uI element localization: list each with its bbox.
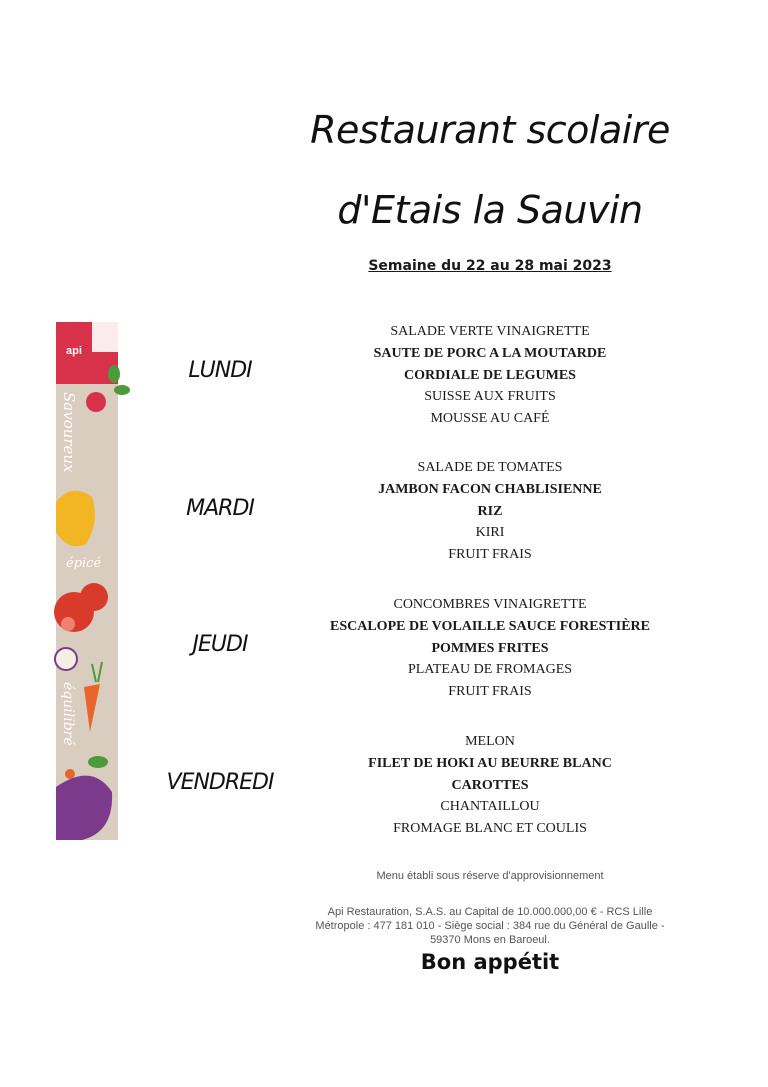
vegetable-illustration xyxy=(52,322,132,842)
carrot-icon xyxy=(84,684,100,732)
day-mardi: MARDI xyxy=(186,496,254,521)
radish-icon xyxy=(86,392,106,412)
menu-item: CHANTAILLOU xyxy=(440,799,540,815)
decorative-strip xyxy=(56,322,118,840)
title-line-1: Restaurant scolaire xyxy=(310,108,670,152)
menu-item: MELON xyxy=(465,734,515,749)
menu-vendredi xyxy=(300,731,680,840)
pepper-icon xyxy=(56,491,95,547)
day-jeudi: JEUDI xyxy=(192,632,248,657)
menu-item: SUISSE AUX FRUITS xyxy=(424,389,556,405)
leaf-icon xyxy=(114,385,130,395)
day-vendredi: VENDREDI xyxy=(166,770,274,795)
logo-bg xyxy=(92,322,118,352)
menu-jeudi xyxy=(300,594,680,703)
menu-item: FRUIT FRAIS xyxy=(448,547,532,563)
menu-item: MOUSSE AU CAFÉ xyxy=(430,411,550,427)
word-savoureux: Savoureux xyxy=(60,392,78,473)
menu-item: CONCOMBRES VINAIGRETTE xyxy=(393,597,587,612)
menu-mardi xyxy=(300,457,680,566)
bon-appetit: Bon appétit xyxy=(420,950,560,974)
supply-disclaimer: Menu établi sous réserve d'approvisionnement xyxy=(376,870,604,882)
word-epice: épicé xyxy=(66,556,102,571)
menu-item: CORDIALE DE LEGUMES xyxy=(404,367,576,383)
day-lundi: LUNDI xyxy=(188,358,252,383)
menu-item: CAROTTES xyxy=(451,777,529,793)
menu-item: ESCALOPE DE VOLAILLE SAUCE FORESTIÈRE xyxy=(330,618,650,634)
menu-lundi xyxy=(300,321,680,430)
week-range: Semaine du 22 au 28 mai 2023 xyxy=(368,258,612,274)
legal-line: 59370 Mons en Baroeul. xyxy=(430,934,550,946)
menu-item: SALADE DE TOMATES xyxy=(417,460,563,475)
menu-item: FROMAGE BLANC ET COULIS xyxy=(393,821,587,837)
menu-item: JAMBON FACON CHABLISIENNE xyxy=(378,481,602,497)
legal-line: Métropole : 477 181 010 - Siège social : 384 rue du Général de Gaulle - xyxy=(315,920,665,932)
menu-item: SAUTE DE PORC A LA MOUTARDE xyxy=(373,345,607,361)
menu-item: KIRI xyxy=(475,525,505,541)
slice-icon xyxy=(55,648,77,670)
menu-item: PLATEAU DE FROMAGES xyxy=(407,662,573,678)
menu-item: POMMES FRITES xyxy=(431,640,549,656)
tomato-icon xyxy=(80,583,108,611)
menu-item: FRUIT FRAIS xyxy=(448,684,532,700)
word-equilibre: équilibré xyxy=(60,682,76,746)
leaf-icon xyxy=(88,756,108,768)
title-line-2: d'Etais la Sauvin xyxy=(337,188,643,232)
api-logo: api xyxy=(66,345,82,357)
legal-line: Api Restauration, S.A.S. au Capital de 10.000.000,00 € - RCS Lille xyxy=(327,906,653,918)
legal-notice xyxy=(290,905,690,947)
eggplant-icon xyxy=(56,776,112,840)
leaf-icon xyxy=(108,365,120,383)
menu-item: RIZ xyxy=(477,503,503,519)
menu-item: SALADE VERTE VINAIGRETTE xyxy=(390,324,590,339)
menu-item: FILET DE HOKI AU BEURRE BLANC xyxy=(368,755,612,771)
